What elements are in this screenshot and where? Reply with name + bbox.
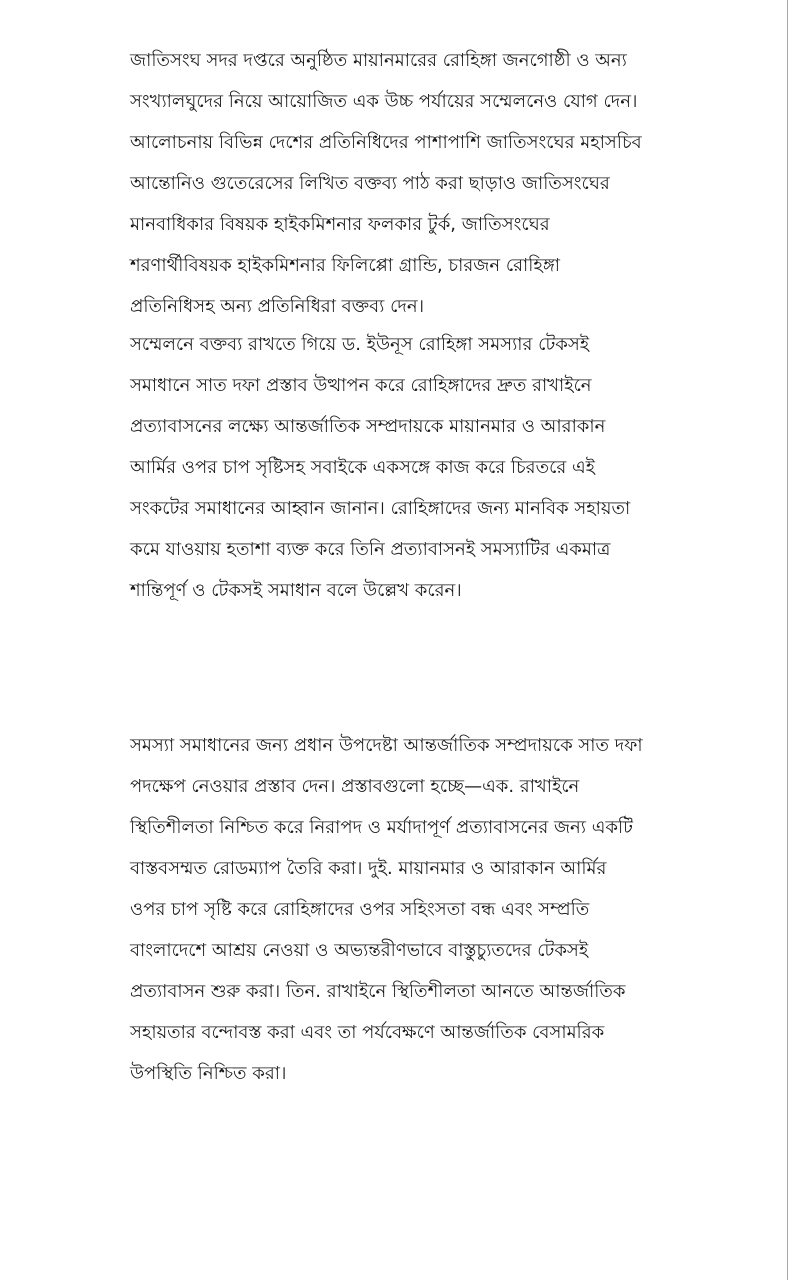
paragraph-yunus-speech [130, 324, 630, 611]
text-line: সমস্যা সমাধানের জন্য প্রধান উপদেষ্টা আন্তর্জাতিক সম্প্রদায়কে সাত দফা [130, 735, 643, 756]
text-line: প্রতিনিধিসহ অন্য প্রতিনিধিরা বক্তব্য দেন। [130, 296, 425, 317]
text-line: জাতিসংঘ সদর দপ্তরে অনুষ্ঠিত মায়ানমারের রোহিঙ্গা জনগোষ্ঠী ও অন্য [130, 50, 627, 71]
text-line: শরণার্থীবিষয়ক হাইকমিশনার ফিলিপ্পো গ্রান্ডি, চারজন রোহিঙ্গা [130, 255, 561, 276]
paragraph-seven-point-proposal [130, 725, 643, 1094]
text-line: শান্তিপূর্ণ ও টেকসই সমাধান বলে উল্লেখ করেন। [130, 580, 462, 601]
text-line: আর্মির ওপর চাপ সৃষ্টিসহ সবাইকে একসঙ্গে কাজ করে চিরতরে এই [130, 457, 596, 478]
text-line: সমাধানে সাত দফা প্রস্তাব উত্থাপন করে রোহিঙ্গাদের দ্রুত রাখাইনে [130, 375, 592, 396]
text-line: সহায়তার বন্দোবস্ত করা এবং তা পর্যবেক্ষণে আন্তর্জাতিক বেসামরিক [130, 1022, 605, 1043]
text-line: বাংলাদেশে আশ্রয় নেওয়া ও অভ্যন্তরীণভাবে বাস্তুচ্যুতদের টেকসই [130, 940, 589, 961]
text-line: ওপর চাপ সৃষ্টি করে রোহিঙ্গাদের ওপর সহিংসতা বন্ধ এবং সম্প্রতি [130, 899, 590, 920]
text-line: সম্মেলনে বক্তব্য রাখতে গিয়ে ড. ইউনূস রোহিঙ্গা সমস্যার টেকসই [130, 334, 590, 355]
text-line: সংকটের সমাধানের আহ্বান জানান। রোহিঙ্গাদের জন্য মানবিক সহায়তা [130, 498, 631, 519]
text-line: প্রত্যাবাসনের লক্ষ্যে আন্তর্জাতিক সম্প্রদায়কে মায়ানমার ও আরাকান [130, 416, 606, 437]
text-line: আন্তোনিও গুতেরেসের লিখিত বক্তব্য পাঠ করা ছাড়াও জাতিসংঘের [130, 173, 610, 194]
text-line: উপস্থিতি নিশ্চিত করা। [130, 1063, 287, 1084]
paragraph-un-conference [130, 40, 642, 327]
text-line: প্রত্যাবাসন শুরু করা। তিন. রাখাইনে স্থিতিশীলতা আনতে আন্তর্জাতিক [130, 981, 626, 1002]
text-line: বাস্তবসম্মত রোডম্যাপ তৈরি করা। দুই. মায়ানমার ও আরাকান আর্মির [130, 858, 607, 879]
text-line: কমে যাওয়ায় হতাশা ব্যক্ত করে তিনি প্রত্যাবাসনই সমস্যাটির একমাত্র [130, 539, 611, 560]
text-line: পদক্ষেপ নেওয়ার প্রস্তাব দেন। প্রস্তাবগুলো হচ্ছে—এক. রাখাইনে [130, 776, 580, 797]
text-line: স্থিতিশীলতা নিশ্চিত করে নিরাপদ ও মর্যাদাপূর্ণ প্রত্যাবাসনের জন্য একটি [130, 817, 633, 838]
text-line: মানবাধিকার বিষয়ক হাইকমিশনার ফলকার টুর্ক, জাতিসংঘের [130, 214, 550, 235]
text-line: আলোচনায় বিভিন্ন দেশের প্রতিনিধিদের পাশাপাশি জাতিসংঘের মহাসচিব [130, 132, 642, 153]
text-line: সংখ্যালঘুদের নিয়ে আয়োজিত এক উচ্চ পর্যায়ের সম্মেলনেও যোগ দেন। [130, 91, 638, 112]
